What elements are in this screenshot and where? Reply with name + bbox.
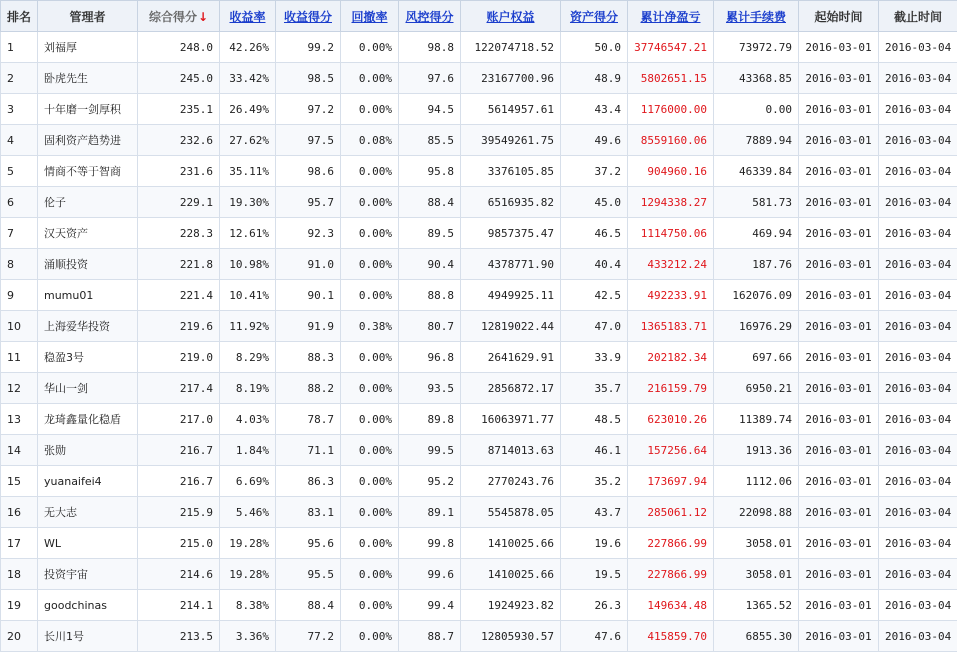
return-rate-cell: 5.46% xyxy=(220,497,276,528)
start-time-cell: 2016-03-01 xyxy=(799,590,879,621)
manager-name-cell: 情商不等于智商 xyxy=(38,156,138,187)
drawdown-cell: 0.38% xyxy=(341,311,399,342)
equity-cell: 6516935.82 xyxy=(461,187,561,218)
equity-cell: 3376105.85 xyxy=(461,156,561,187)
return-score-cell: 86.3 xyxy=(276,466,341,497)
table-row xyxy=(1,466,957,497)
header-return-score-sort[interactable]: 收益得分 xyxy=(276,1,341,32)
start-time-cell: 2016-03-01 xyxy=(799,32,879,63)
end-time-cell: 2016-03-04 xyxy=(879,280,957,311)
return-score-cell: 88.3 xyxy=(276,342,341,373)
start-time-cell: 2016-03-01 xyxy=(799,187,879,218)
net-profit-cell: 5802651.15 xyxy=(628,63,714,94)
start-time-cell: 2016-03-01 xyxy=(799,466,879,497)
end-time-cell: 2016-03-04 xyxy=(879,621,957,652)
header-return-rate-sort[interactable]: 收益率 xyxy=(220,1,276,32)
return-rate-cell: 4.03% xyxy=(220,404,276,435)
equity-cell: 4949925.11 xyxy=(461,280,561,311)
header-net-profit-sort[interactable]: 累计净盈亏 xyxy=(628,1,714,32)
start-time-cell: 2016-03-01 xyxy=(799,373,879,404)
manager-name-cell: 上海爱华投资 xyxy=(38,311,138,342)
drawdown-cell: 0.00% xyxy=(341,590,399,621)
equity-cell: 122074718.52 xyxy=(461,32,561,63)
fees-cell: 1112.06 xyxy=(714,466,799,497)
manager-name-cell: yuanaifei4 xyxy=(38,466,138,497)
asset-score-cell: 40.4 xyxy=(561,249,628,280)
return-rate-cell: 19.28% xyxy=(220,528,276,559)
drawdown-cell: 0.00% xyxy=(341,528,399,559)
fees-cell: 162076.09 xyxy=(714,280,799,311)
drawdown-cell: 0.08% xyxy=(341,125,399,156)
equity-cell: 5614957.61 xyxy=(461,94,561,125)
net-profit-cell: 37746547.21 xyxy=(628,32,714,63)
asset-score-cell: 46.5 xyxy=(561,218,628,249)
start-time-cell: 2016-03-01 xyxy=(799,621,879,652)
rank-cell: 10 xyxy=(1,311,38,342)
rank-cell: 14 xyxy=(1,435,38,466)
header-end-time: 截止时间 xyxy=(879,1,957,32)
return-rate-cell: 10.98% xyxy=(220,249,276,280)
return-rate-cell: 11.92% xyxy=(220,311,276,342)
net-profit-cell: 1294338.27 xyxy=(628,187,714,218)
risk-score-cell: 89.8 xyxy=(399,404,461,435)
fees-cell: 43368.85 xyxy=(714,63,799,94)
manager-name-cell: 刘福厚 xyxy=(38,32,138,63)
rank-cell: 20 xyxy=(1,621,38,652)
asset-score-cell: 33.9 xyxy=(561,342,628,373)
rank-cell: 11 xyxy=(1,342,38,373)
manager-name-cell: 张勋 xyxy=(38,435,138,466)
equity-cell: 12805930.57 xyxy=(461,621,561,652)
end-time-cell: 2016-03-04 xyxy=(879,342,957,373)
score-cell: 232.6 xyxy=(138,125,220,156)
net-profit-cell: 216159.79 xyxy=(628,373,714,404)
manager-name-cell: 涌顺投资 xyxy=(38,249,138,280)
table-row xyxy=(1,156,957,187)
fees-cell: 6950.21 xyxy=(714,373,799,404)
fees-cell: 3058.01 xyxy=(714,528,799,559)
equity-cell: 5545878.05 xyxy=(461,497,561,528)
table-row xyxy=(1,63,957,94)
start-time-cell: 2016-03-01 xyxy=(799,125,879,156)
table-row xyxy=(1,32,957,63)
net-profit-cell: 202182.34 xyxy=(628,342,714,373)
header-fees-sort[interactable]: 累计手续费 xyxy=(714,1,799,32)
fees-cell: 6855.30 xyxy=(714,621,799,652)
return-rate-cell: 12.61% xyxy=(220,218,276,249)
net-profit-cell: 1365183.71 xyxy=(628,311,714,342)
equity-cell: 12819022.44 xyxy=(461,311,561,342)
end-time-cell: 2016-03-04 xyxy=(879,125,957,156)
header-row xyxy=(1,1,957,32)
risk-score-cell: 99.6 xyxy=(399,559,461,590)
manager-name-cell: 长川1号 xyxy=(38,621,138,652)
fees-cell: 73972.79 xyxy=(714,32,799,63)
equity-cell: 1924923.82 xyxy=(461,590,561,621)
header-asset-score-sort[interactable]: 资产得分 xyxy=(561,1,628,32)
return-rate-cell: 42.26% xyxy=(220,32,276,63)
manager-name-cell: 投资宇宙 xyxy=(38,559,138,590)
risk-score-cell: 89.5 xyxy=(399,218,461,249)
risk-score-cell: 88.8 xyxy=(399,280,461,311)
end-time-cell: 2016-03-04 xyxy=(879,559,957,590)
drawdown-cell: 0.00% xyxy=(341,559,399,590)
equity-cell: 16063971.77 xyxy=(461,404,561,435)
return-score-cell: 91.9 xyxy=(276,311,341,342)
score-cell: 213.5 xyxy=(138,621,220,652)
equity-cell: 39549261.75 xyxy=(461,125,561,156)
drawdown-cell: 0.00% xyxy=(341,342,399,373)
return-score-cell: 88.2 xyxy=(276,373,341,404)
asset-score-cell: 50.0 xyxy=(561,32,628,63)
score-cell: 215.0 xyxy=(138,528,220,559)
fees-cell: 697.66 xyxy=(714,342,799,373)
header-score-sort[interactable] xyxy=(138,1,220,32)
sort-desc-arrow-icon: ↓ xyxy=(198,10,208,24)
table-row xyxy=(1,94,957,125)
start-time-cell: 2016-03-01 xyxy=(799,94,879,125)
fees-cell: 469.94 xyxy=(714,218,799,249)
net-profit-cell: 623010.26 xyxy=(628,404,714,435)
drawdown-cell: 0.00% xyxy=(341,249,399,280)
return-rate-cell: 33.42% xyxy=(220,63,276,94)
fees-cell: 7889.94 xyxy=(714,125,799,156)
asset-score-cell: 35.7 xyxy=(561,373,628,404)
end-time-cell: 2016-03-04 xyxy=(879,373,957,404)
return-score-cell: 98.6 xyxy=(276,156,341,187)
asset-score-cell: 48.5 xyxy=(561,404,628,435)
start-time-cell: 2016-03-01 xyxy=(799,497,879,528)
drawdown-cell: 0.00% xyxy=(341,280,399,311)
end-time-cell: 2016-03-04 xyxy=(879,311,957,342)
return-score-cell: 97.2 xyxy=(276,94,341,125)
return-score-cell: 78.7 xyxy=(276,404,341,435)
table-row xyxy=(1,280,957,311)
return-score-cell: 88.4 xyxy=(276,590,341,621)
drawdown-cell: 0.00% xyxy=(341,156,399,187)
end-time-cell: 2016-03-04 xyxy=(879,249,957,280)
net-profit-cell: 149634.48 xyxy=(628,590,714,621)
risk-score-cell: 88.7 xyxy=(399,621,461,652)
asset-score-cell: 37.2 xyxy=(561,156,628,187)
drawdown-cell: 0.00% xyxy=(341,187,399,218)
risk-score-cell: 98.8 xyxy=(399,32,461,63)
table-row xyxy=(1,497,957,528)
return-rate-cell: 10.41% xyxy=(220,280,276,311)
return-rate-cell: 19.28% xyxy=(220,559,276,590)
risk-score-cell: 85.5 xyxy=(399,125,461,156)
return-score-cell: 99.2 xyxy=(276,32,341,63)
equity-cell: 4378771.90 xyxy=(461,249,561,280)
return-rate-cell: 19.30% xyxy=(220,187,276,218)
drawdown-cell: 0.00% xyxy=(341,373,399,404)
score-cell: 219.0 xyxy=(138,342,220,373)
equity-cell: 1410025.66 xyxy=(461,528,561,559)
drawdown-cell: 0.00% xyxy=(341,63,399,94)
score-cell: 248.0 xyxy=(138,32,220,63)
fees-cell: 22098.88 xyxy=(714,497,799,528)
score-cell: 221.8 xyxy=(138,249,220,280)
net-profit-cell: 433212.24 xyxy=(628,249,714,280)
risk-score-cell: 97.6 xyxy=(399,63,461,94)
score-cell: 235.1 xyxy=(138,94,220,125)
end-time-cell: 2016-03-04 xyxy=(879,435,957,466)
manager-name-cell: goodchinas xyxy=(38,590,138,621)
asset-score-cell: 43.7 xyxy=(561,497,628,528)
start-time-cell: 2016-03-01 xyxy=(799,435,879,466)
manager-name-cell: 伦子 xyxy=(38,187,138,218)
header-drawdown-sort[interactable]: 回撤率 xyxy=(341,1,399,32)
risk-score-cell: 80.7 xyxy=(399,311,461,342)
rank-cell: 17 xyxy=(1,528,38,559)
rank-cell: 12 xyxy=(1,373,38,404)
header-equity-sort[interactable]: 账户权益 xyxy=(461,1,561,32)
rank-cell: 18 xyxy=(1,559,38,590)
asset-score-cell: 19.5 xyxy=(561,559,628,590)
start-time-cell: 2016-03-01 xyxy=(799,404,879,435)
drawdown-cell: 0.00% xyxy=(341,404,399,435)
drawdown-cell: 0.00% xyxy=(341,621,399,652)
table-row xyxy=(1,435,957,466)
score-cell: 214.1 xyxy=(138,590,220,621)
net-profit-cell: 1114750.06 xyxy=(628,218,714,249)
drawdown-cell: 0.00% xyxy=(341,32,399,63)
return-rate-cell: 8.29% xyxy=(220,342,276,373)
manager-name-cell: 无大志 xyxy=(38,497,138,528)
risk-score-cell: 99.8 xyxy=(399,528,461,559)
asset-score-cell: 19.6 xyxy=(561,528,628,559)
start-time-cell: 2016-03-01 xyxy=(799,249,879,280)
net-profit-cell: 1176000.00 xyxy=(628,94,714,125)
return-rate-cell: 8.19% xyxy=(220,373,276,404)
rank-cell: 4 xyxy=(1,125,38,156)
score-cell: 216.7 xyxy=(138,466,220,497)
manager-name-cell: WL xyxy=(38,528,138,559)
return-score-cell: 83.1 xyxy=(276,497,341,528)
score-cell: 231.6 xyxy=(138,156,220,187)
manager-name-cell: 固利资产趋势进 xyxy=(38,125,138,156)
drawdown-cell: 0.00% xyxy=(341,466,399,497)
risk-score-cell: 88.4 xyxy=(399,187,461,218)
score-cell: 229.1 xyxy=(138,187,220,218)
return-rate-cell: 26.49% xyxy=(220,94,276,125)
return-rate-cell: 35.11% xyxy=(220,156,276,187)
equity-cell: 2856872.17 xyxy=(461,373,561,404)
return-score-cell: 77.2 xyxy=(276,621,341,652)
end-time-cell: 2016-03-04 xyxy=(879,94,957,125)
risk-score-cell: 95.8 xyxy=(399,156,461,187)
end-time-cell: 2016-03-04 xyxy=(879,528,957,559)
net-profit-cell: 227866.99 xyxy=(628,528,714,559)
start-time-cell: 2016-03-01 xyxy=(799,342,879,373)
fees-cell: 187.76 xyxy=(714,249,799,280)
return-score-cell: 71.1 xyxy=(276,435,341,466)
rank-cell: 8 xyxy=(1,249,38,280)
manager-name-cell: 卧虎先生 xyxy=(38,63,138,94)
rank-cell: 9 xyxy=(1,280,38,311)
fees-cell: 11389.74 xyxy=(714,404,799,435)
end-time-cell: 2016-03-04 xyxy=(879,404,957,435)
risk-score-cell: 99.5 xyxy=(399,435,461,466)
net-profit-cell: 173697.94 xyxy=(628,466,714,497)
manager-name-cell: 龙琦鑫量化稳盾 xyxy=(38,404,138,435)
rank-cell: 15 xyxy=(1,466,38,497)
header-manager: 管理者 xyxy=(38,1,138,32)
asset-score-cell: 45.0 xyxy=(561,187,628,218)
return-rate-cell: 1.84% xyxy=(220,435,276,466)
start-time-cell: 2016-03-01 xyxy=(799,311,879,342)
rank-cell: 6 xyxy=(1,187,38,218)
end-time-cell: 2016-03-04 xyxy=(879,187,957,218)
net-profit-cell: 415859.70 xyxy=(628,621,714,652)
manager-name-cell: mumu01 xyxy=(38,280,138,311)
net-profit-cell: 8559160.06 xyxy=(628,125,714,156)
fees-cell: 1365.52 xyxy=(714,590,799,621)
header-start-time: 起始时间 xyxy=(799,1,879,32)
risk-score-cell: 94.5 xyxy=(399,94,461,125)
header-rank: 排名 xyxy=(1,1,38,32)
drawdown-cell: 0.00% xyxy=(341,218,399,249)
table-row xyxy=(1,559,957,590)
return-rate-cell: 8.38% xyxy=(220,590,276,621)
asset-score-cell: 35.2 xyxy=(561,466,628,497)
net-profit-cell: 285061.12 xyxy=(628,497,714,528)
start-time-cell: 2016-03-01 xyxy=(799,280,879,311)
drawdown-cell: 0.00% xyxy=(341,435,399,466)
end-time-cell: 2016-03-04 xyxy=(879,156,957,187)
rank-cell: 2 xyxy=(1,63,38,94)
manager-name-cell: 十年磨一剑厚积 xyxy=(38,94,138,125)
score-cell: 219.6 xyxy=(138,311,220,342)
table-row xyxy=(1,590,957,621)
return-score-cell: 95.5 xyxy=(276,559,341,590)
return-score-cell: 97.5 xyxy=(276,125,341,156)
return-rate-cell: 27.62% xyxy=(220,125,276,156)
table-row xyxy=(1,125,957,156)
fees-cell: 581.73 xyxy=(714,187,799,218)
rank-cell: 5 xyxy=(1,156,38,187)
equity-cell: 23167700.96 xyxy=(461,63,561,94)
table-row xyxy=(1,621,957,652)
start-time-cell: 2016-03-01 xyxy=(799,156,879,187)
equity-cell: 8714013.63 xyxy=(461,435,561,466)
score-cell: 214.6 xyxy=(138,559,220,590)
table-row xyxy=(1,528,957,559)
return-score-cell: 98.5 xyxy=(276,63,341,94)
rank-cell: 13 xyxy=(1,404,38,435)
table-row xyxy=(1,373,957,404)
start-time-cell: 2016-03-01 xyxy=(799,528,879,559)
score-cell: 228.3 xyxy=(138,218,220,249)
fees-cell: 0.00 xyxy=(714,94,799,125)
fees-cell: 3058.01 xyxy=(714,559,799,590)
end-time-cell: 2016-03-04 xyxy=(879,63,957,94)
score-cell: 217.0 xyxy=(138,404,220,435)
end-time-cell: 2016-03-04 xyxy=(879,218,957,249)
start-time-cell: 2016-03-01 xyxy=(799,559,879,590)
equity-cell: 1410025.66 xyxy=(461,559,561,590)
end-time-cell: 2016-03-04 xyxy=(879,466,957,497)
return-score-cell: 91.0 xyxy=(276,249,341,280)
asset-score-cell: 49.6 xyxy=(561,125,628,156)
net-profit-cell: 904960.16 xyxy=(628,156,714,187)
start-time-cell: 2016-03-01 xyxy=(799,218,879,249)
asset-score-cell: 26.3 xyxy=(561,590,628,621)
table-row xyxy=(1,187,957,218)
asset-score-cell: 47.6 xyxy=(561,621,628,652)
fees-cell: 46339.84 xyxy=(714,156,799,187)
table-body xyxy=(1,32,957,652)
net-profit-cell: 492233.91 xyxy=(628,280,714,311)
asset-score-cell: 48.9 xyxy=(561,63,628,94)
asset-score-cell: 43.4 xyxy=(561,94,628,125)
end-time-cell: 2016-03-04 xyxy=(879,590,957,621)
header-score-label: 综合得分 xyxy=(149,10,197,24)
fees-cell: 16976.29 xyxy=(714,311,799,342)
return-rate-cell: 6.69% xyxy=(220,466,276,497)
end-time-cell: 2016-03-04 xyxy=(879,32,957,63)
table-row xyxy=(1,249,957,280)
table-row xyxy=(1,404,957,435)
rank-cell: 7 xyxy=(1,218,38,249)
asset-score-cell: 47.0 xyxy=(561,311,628,342)
rank-cell: 1 xyxy=(1,32,38,63)
risk-score-cell: 89.1 xyxy=(399,497,461,528)
equity-cell: 2641629.91 xyxy=(461,342,561,373)
risk-score-cell: 93.5 xyxy=(399,373,461,404)
score-cell: 217.4 xyxy=(138,373,220,404)
manager-name-cell: 稳盈3号 xyxy=(38,342,138,373)
drawdown-cell: 0.00% xyxy=(341,94,399,125)
net-profit-cell: 227866.99 xyxy=(628,559,714,590)
manager-name-cell: 汉天资产 xyxy=(38,218,138,249)
return-score-cell: 95.7 xyxy=(276,187,341,218)
asset-score-cell: 42.5 xyxy=(561,280,628,311)
table-row xyxy=(1,342,957,373)
header-risk-score-sort[interactable]: 风控得分 xyxy=(399,1,461,32)
rank-cell: 19 xyxy=(1,590,38,621)
return-rate-cell: 3.36% xyxy=(220,621,276,652)
table-row xyxy=(1,218,957,249)
start-time-cell: 2016-03-01 xyxy=(799,63,879,94)
asset-score-cell: 46.1 xyxy=(561,435,628,466)
rank-cell: 3 xyxy=(1,94,38,125)
score-cell: 221.4 xyxy=(138,280,220,311)
risk-score-cell: 96.8 xyxy=(399,342,461,373)
return-score-cell: 90.1 xyxy=(276,280,341,311)
return-score-cell: 95.6 xyxy=(276,528,341,559)
end-time-cell: 2016-03-04 xyxy=(879,497,957,528)
table-row xyxy=(1,311,957,342)
manager-name-cell: 华山一剑 xyxy=(38,373,138,404)
equity-cell: 9857375.47 xyxy=(461,218,561,249)
score-cell: 245.0 xyxy=(138,63,220,94)
net-profit-cell: 157256.64 xyxy=(628,435,714,466)
risk-score-cell: 95.2 xyxy=(399,466,461,497)
risk-score-cell: 99.4 xyxy=(399,590,461,621)
return-score-cell: 92.3 xyxy=(276,218,341,249)
score-cell: 216.7 xyxy=(138,435,220,466)
fees-cell: 1913.36 xyxy=(714,435,799,466)
drawdown-cell: 0.00% xyxy=(341,497,399,528)
rank-cell: 16 xyxy=(1,497,38,528)
risk-score-cell: 90.4 xyxy=(399,249,461,280)
equity-cell: 2770243.76 xyxy=(461,466,561,497)
score-cell: 215.9 xyxy=(138,497,220,528)
